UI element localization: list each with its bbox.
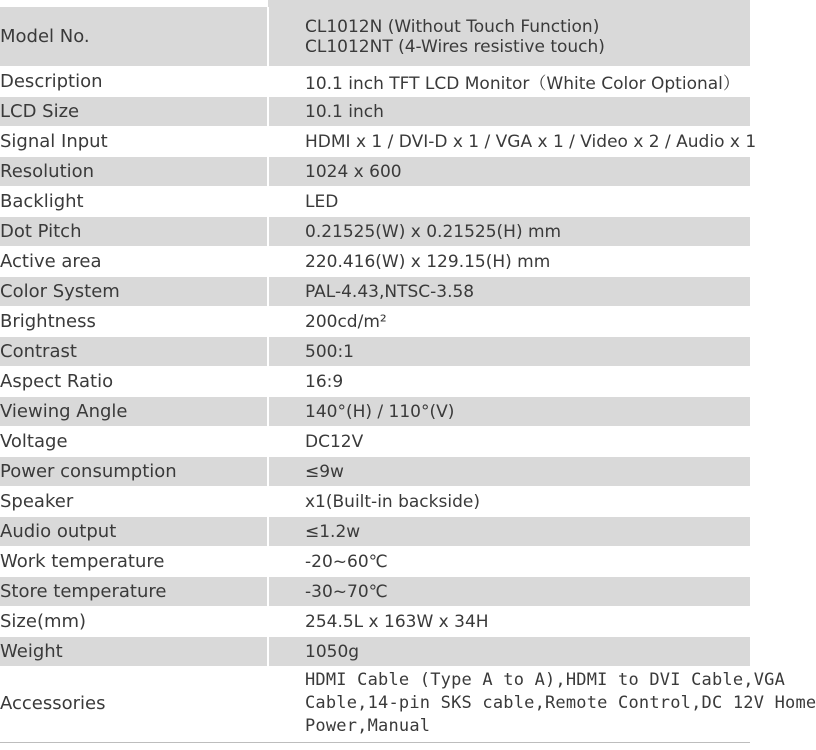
table-row xyxy=(0,127,750,157)
spec-label: Aspect Ratio xyxy=(0,367,268,397)
spec-value: DC12V xyxy=(268,427,750,457)
spec-value-line: Power,Manual xyxy=(305,715,431,736)
table-row xyxy=(0,457,750,487)
spec-label: Model No. xyxy=(0,7,268,67)
spec-label: Brightness xyxy=(0,307,268,337)
table-row xyxy=(0,7,750,67)
spec-label: Backlight xyxy=(0,187,268,217)
spec-label: Color System xyxy=(0,277,268,307)
spec-label: Resolution xyxy=(0,157,268,187)
spec-value xyxy=(268,7,750,67)
spec-value: 140°(H) / 110°(V) xyxy=(268,397,750,427)
spec-value: 254.5L x 163W x 34H xyxy=(268,607,750,637)
spec-value: 10.1 inch TFT LCD Monitor（White Color Optional） xyxy=(268,67,750,97)
spec-label: Size(mm) xyxy=(0,607,268,637)
spec-table xyxy=(0,7,816,740)
spec-value: ≤9w xyxy=(268,457,750,487)
spec-label: Contrast xyxy=(0,337,268,367)
table-row xyxy=(0,67,750,97)
spec-label: LCD Size xyxy=(0,97,268,127)
spec-value: 16:9 xyxy=(268,367,750,397)
spec-value: x1(Built-in backside) xyxy=(268,487,750,517)
table-row xyxy=(0,277,750,307)
table-row xyxy=(0,187,750,217)
table-bottom-rule xyxy=(0,742,750,743)
spec-label: Viewing Angle xyxy=(0,397,268,427)
table-row xyxy=(0,307,750,337)
table-row xyxy=(0,577,750,607)
spec-label: Dot Pitch xyxy=(0,217,268,247)
spec-label: Work temperature xyxy=(0,547,268,577)
spec-value-line: Cable,14-pin SKS cable,Remote Control,DC 12V Home xyxy=(305,692,816,713)
spec-value: 10.1 inch xyxy=(268,97,750,127)
table-row xyxy=(0,427,750,457)
spec-label: Weight xyxy=(0,637,268,667)
table-row xyxy=(0,637,750,667)
spec-value: -20~60℃ xyxy=(268,547,750,577)
spec-label: Power consumption xyxy=(0,457,268,487)
spec-label: Accessories xyxy=(0,667,268,740)
spec-value: 1024 x 600 xyxy=(268,157,750,187)
spec-label: Audio output xyxy=(0,517,268,547)
spec-value-line: CL1012N (Without Touch Function) xyxy=(305,16,600,37)
table-row xyxy=(0,157,750,187)
spec-label: Speaker xyxy=(0,487,268,517)
spec-label: Signal Input xyxy=(0,127,268,157)
table-row xyxy=(0,397,750,427)
spec-value: 0.21525(W) x 0.21525(H) mm xyxy=(268,217,750,247)
table-row xyxy=(0,667,750,740)
spec-value: ≤1.2w xyxy=(268,517,750,547)
table-top-strip xyxy=(268,0,750,7)
table-row xyxy=(0,487,750,517)
table-row xyxy=(0,217,750,247)
spec-value xyxy=(268,667,816,740)
spec-value: 1050g xyxy=(268,637,750,667)
table-row xyxy=(0,517,750,547)
spec-value: 220.416(W) x 129.15(H) mm xyxy=(268,247,750,277)
spec-value: 500:1 xyxy=(268,337,750,367)
spec-value: 200cd/m² xyxy=(268,307,750,337)
table-row xyxy=(0,367,750,397)
table-row xyxy=(0,607,750,637)
table-row xyxy=(0,337,750,367)
table-row xyxy=(0,547,750,577)
table-row xyxy=(0,97,750,127)
spec-value: -30~70℃ xyxy=(268,577,750,607)
spec-value: PAL-4.43,NTSC-3.58 xyxy=(268,277,750,307)
spec-value-line: HDMI Cable (Type A to A),HDMI to DVI Cable,VGA xyxy=(305,669,786,690)
spec-label: Store temperature xyxy=(0,577,268,607)
spec-label: Description xyxy=(0,67,268,97)
spec-value: LED xyxy=(268,187,750,217)
spec-label: Voltage xyxy=(0,427,268,457)
spec-label: Active area xyxy=(0,247,268,277)
spec-value: HDMI x 1 / DVI-D x 1 / VGA x 1 / Video x 2 / Audio x 1 xyxy=(268,127,750,157)
table-row xyxy=(0,247,750,277)
spec-value-line: CL1012NT (4-Wires resistive touch) xyxy=(305,36,605,57)
